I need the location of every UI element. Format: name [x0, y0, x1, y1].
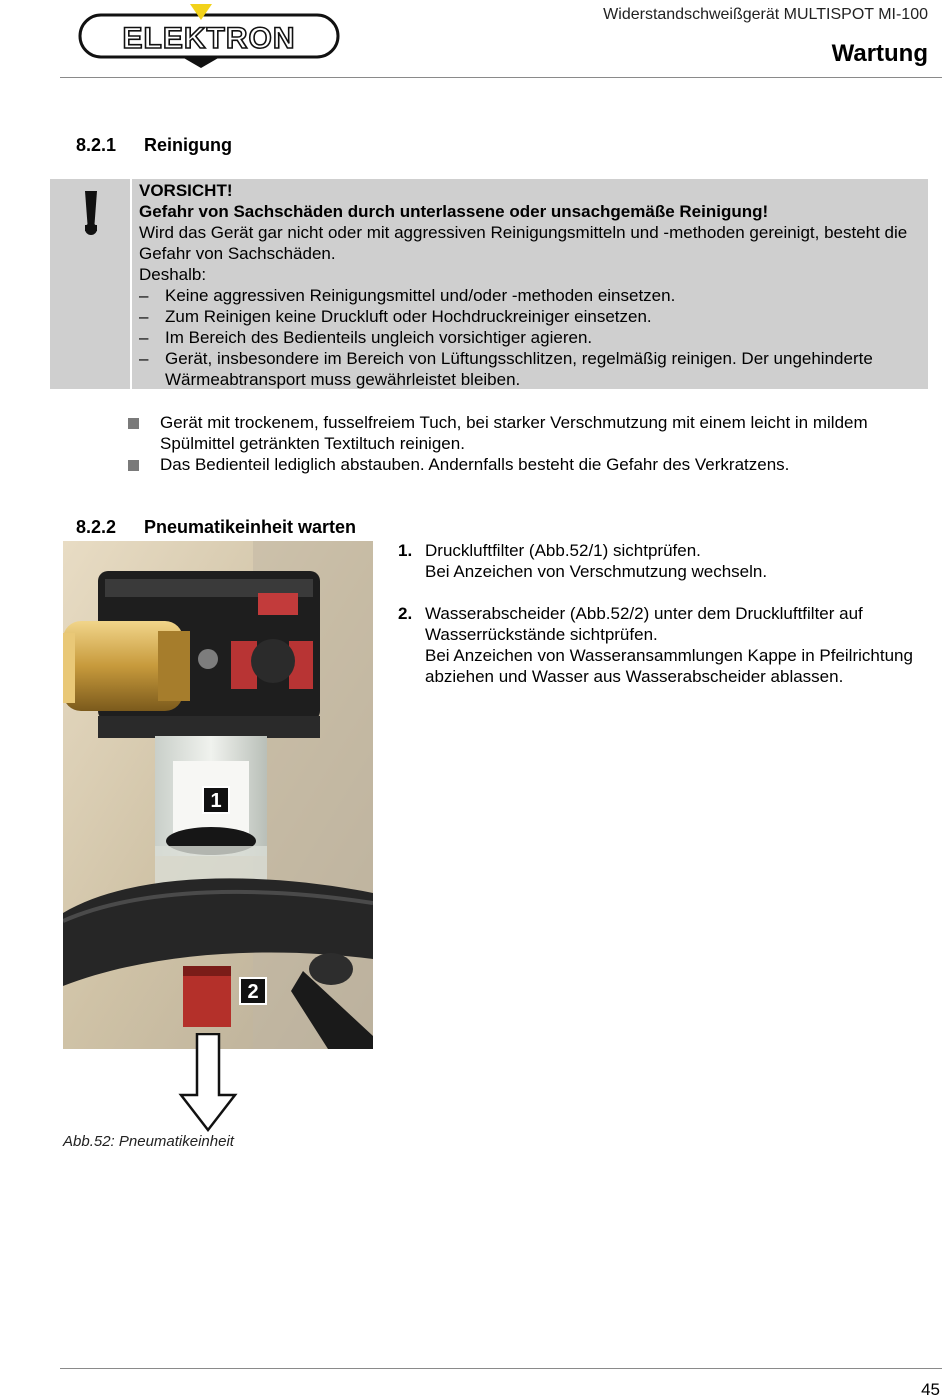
caution-heading: VORSICHT! — [139, 181, 233, 200]
cleaning-instructions — [128, 412, 928, 475]
footer-rule — [60, 1368, 942, 1369]
step-text: Druckluftfilter (Abb.52/1) sichtprüfen. — [425, 541, 701, 560]
caution-lead: Deshalb: — [139, 265, 207, 284]
figure-label-2: 2 — [247, 981, 259, 1003]
step-number: 1. — [398, 541, 413, 560]
chapter-title: Wartung — [831, 40, 928, 67]
list-item-text: Das Bedienteil lediglich abstauben. Andernfalls besteht die Gefahr des Verkratzens. — [160, 455, 790, 474]
document-title: Widerstandschweißgerät MULTISPOT MI-100 — [603, 6, 928, 23]
heading-text: Reinigung — [144, 135, 232, 155]
figure-caption: Abb.52: Pneumatikeinheit — [63, 1133, 234, 1150]
caution-box — [50, 179, 928, 389]
caution-item: – Gerät, insbesondere im Bereich von Lüftungsschlitzen, regelmäßig reinigen. Der ungehinderte Wärmeabtransport muss gewährleistet bleiben. — [139, 348, 919, 390]
caution-subheading: Gefahr von Sachschäden durch unterlassene oder unsachgemäße Reinigung! — [139, 202, 769, 221]
svg-text:ELEKTRON: ELEKTRON — [122, 22, 296, 55]
caution-body: Wird das Gerät gar nicht oder mit aggressiven Reinigungsmitteln und -methoden gereinigt, besteht die Gefahr von Sachschäden. — [139, 223, 908, 263]
caution-separator — [130, 179, 132, 389]
header-rule — [60, 77, 942, 78]
heading-pneumatik — [76, 517, 356, 538]
arrow-down-icon — [178, 1033, 238, 1133]
square-bullet-icon — [128, 460, 139, 471]
step-text: Wasserabscheider (Abb.52/2) unter dem Druckluftfilter auf Wasserrückstände sichtprüfen. — [425, 604, 863, 644]
step-item — [398, 603, 928, 687]
list-item — [128, 412, 928, 454]
step-text: Bei Anzeichen von Wasseransammlungen Kappe in Pfeilrichtung abziehen und Wasser aus Wasserabscheider ablassen. — [425, 646, 913, 686]
exclamation-icon — [50, 179, 130, 389]
caution-item: – Zum Reinigen keine Druckluft oder Hochdruckreiniger einsetzen. — [139, 306, 919, 327]
heading-number: 8.2.2 — [76, 517, 117, 537]
caution-item: – Keine aggressiven Reinigungsmittel und/oder -methoden einsetzen. — [139, 285, 919, 306]
maintenance-steps — [398, 540, 928, 708]
list-item-text: Gerät mit trockenem, fusselfreiem Tuch, bei starker Verschmutzung mit einem leicht in mildem Spülmittel getränkten Textiltuch reinigen. — [160, 413, 868, 453]
caution-item: – Im Bereich des Bedienteils ungleich vorsichtiger agieren. — [139, 327, 919, 348]
list-item — [128, 454, 928, 475]
square-bullet-icon — [128, 418, 139, 429]
step-text: Bei Anzeichen von Verschmutzung wechseln. — [425, 562, 768, 581]
step-item — [398, 540, 928, 582]
step-number: 2. — [398, 604, 413, 623]
heading-number: 8.2.1 — [76, 135, 117, 155]
heading-text: Pneumatikeinheit warten — [144, 517, 357, 537]
page-number: 45 — [921, 1380, 940, 1399]
caution-text — [139, 180, 919, 390]
heading-reinigung — [76, 135, 232, 156]
figure-label-1: 1 — [210, 790, 222, 812]
elektron-logo — [78, 2, 340, 68]
pneumatic-unit-photo — [63, 541, 373, 1049]
